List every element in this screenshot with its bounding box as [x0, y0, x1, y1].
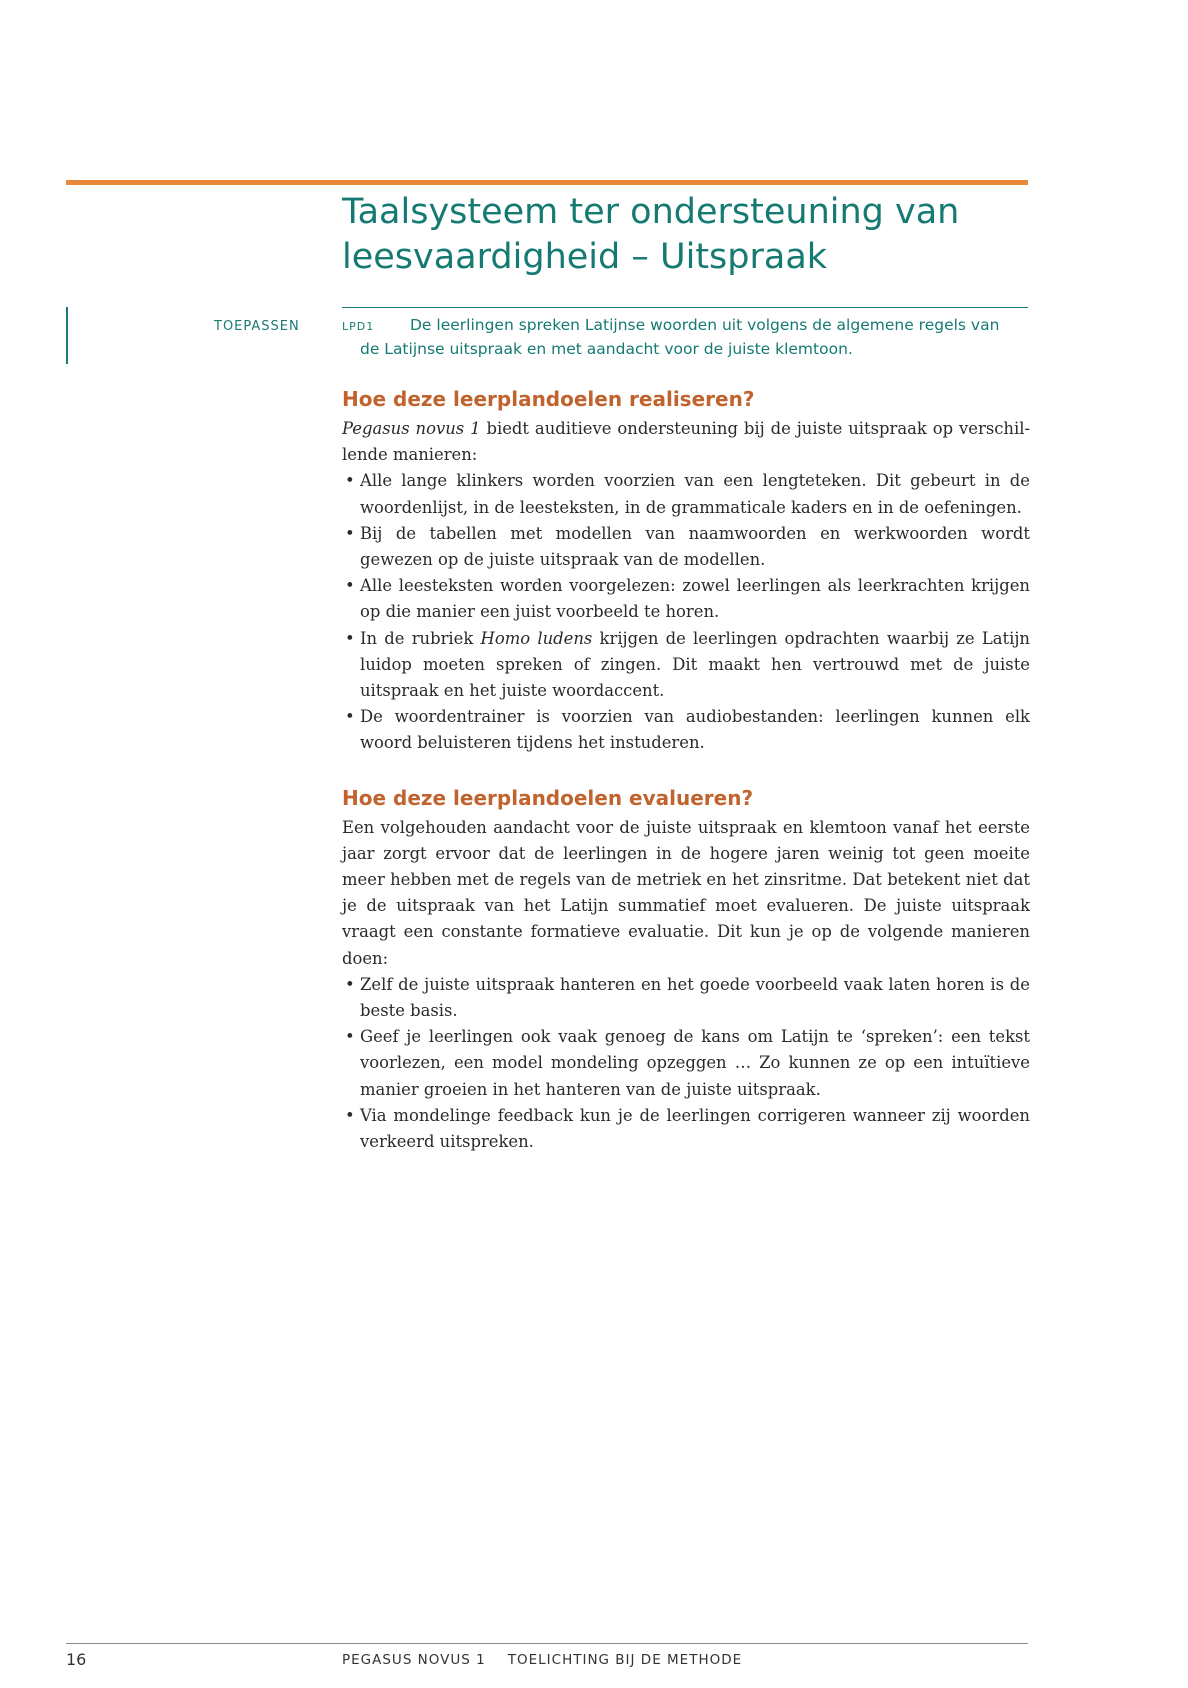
- list-item: • Zelf de juiste uitspraak hanteren en het goede voorbeeld vaak laten horen is de beste basis.: [342, 972, 1030, 1024]
- list-item: • Geef je leerlingen ook vaak genoeg de kans om Latijn te ‘spreken’: een tekst voorlezen, een model mondeling opzeggen … Zo kunnen ze op een intuïtieve manier groeien in het hanteren van de juiste uitspraak.: [342, 1024, 1030, 1103]
- realise-list: [342, 468, 1030, 756]
- section-intro-evaluate: Een volgehouden aandacht voor de juiste uitspraak en klemtoon vanaf het eerste jaar zorgt ervoor dat de leerlingen in de hogere jaren weinig tot geen moeite meer hebben met de regels van de metriek en het zinsritme. Dat betekent niet dat je de uitspraak van het Latijn summatief moet evalueren. De juiste uitspraak vraagt een constante formatieve evaluatie. Dit kun je op de volgende manieren doen:: [342, 817, 1030, 968]
- list-item: • Alle lange klinkers worden voorzien van een lengteteken. Dit gebeurt in de woordenlijst, in de leesteksten, in de grammaticale kaders en in de oefeningen.: [342, 468, 1030, 520]
- evaluate-list: [342, 972, 1030, 1155]
- list-item: [342, 626, 1030, 705]
- objective-code: LPD1: [342, 320, 375, 333]
- section-heading-realise: Hoe deze leerplandoelen realiseren?: [342, 387, 755, 411]
- objective-line1: [342, 314, 1030, 338]
- intro-text: biedt auditieve ondersteuning bij de juiste uitspraak op verschillende manieren:: [342, 419, 1030, 465]
- section-heading-evaluate: Hoe deze leerplandoelen evalueren?: [342, 785, 754, 810]
- learning-objective: [342, 314, 1030, 361]
- book-title-italic: Pegasus novus 1: [342, 419, 481, 438]
- objective-text-line1: De leerlingen spreken Latijnse woorden uit volgens de algemene regels van: [410, 316, 1000, 334]
- page-title: [342, 190, 1032, 280]
- list-item: • Bij de tabellen met modellen van naamwoorden en werkwoorden wordt gewezen op de juiste uitspraak van de modellen.: [342, 521, 1030, 573]
- footer-section: TOELICHTING BIJ DE METHODE: [507, 1652, 743, 1668]
- running-footer: [342, 1652, 742, 1668]
- page-number: 16: [66, 1650, 87, 1669]
- bullet4-post: krijgen de leerlingen opdrachten waarbij ze Latijn luidop moeten spreken of zingen. Dit maakt hen vertrouwd met de juiste uitspraak en het juiste woordaccent.: [360, 628, 1030, 701]
- margin-marker-bar: [66, 307, 68, 364]
- objective-rule: [342, 307, 1028, 308]
- page-title-line2: leesvaardigheid – Uitspraak: [342, 237, 828, 277]
- page-title-line1: Taalsysteem ter ondersteuning van: [342, 192, 960, 232]
- list-item: • Via mondelinge feedback kun je de leerlingen corrigeren wanneer zij woorden verkeerd uitspreken.: [342, 1103, 1030, 1155]
- section-intro-realise: [342, 416, 1030, 468]
- main-content: [342, 382, 1030, 1155]
- objective-text-line2: de Latijnse uitspraak en met aandacht voor de juiste klemtoon.: [360, 340, 853, 358]
- margin-label: TOEPASSEN: [214, 319, 300, 334]
- footer-book: PEGASUS NOVUS 1: [342, 1652, 486, 1668]
- rubric-name-italic: Homo ludens: [480, 628, 593, 648]
- list-item: • Alle leesteksten worden voorgelezen: zowel leerlingen als leerkrachten krijgen op die manier een juist voorbeeld te horen.: [342, 573, 1030, 625]
- list-item: • De woordentrainer is voorzien van audiobestanden: leerlingen kunnen elk woord beluisteren tijdens het instuderen.: [342, 704, 1030, 756]
- top-accent-rule: [66, 180, 1028, 185]
- footer-rule: [66, 1643, 1028, 1644]
- bullet4-pre: In de rubriek: [360, 628, 481, 648]
